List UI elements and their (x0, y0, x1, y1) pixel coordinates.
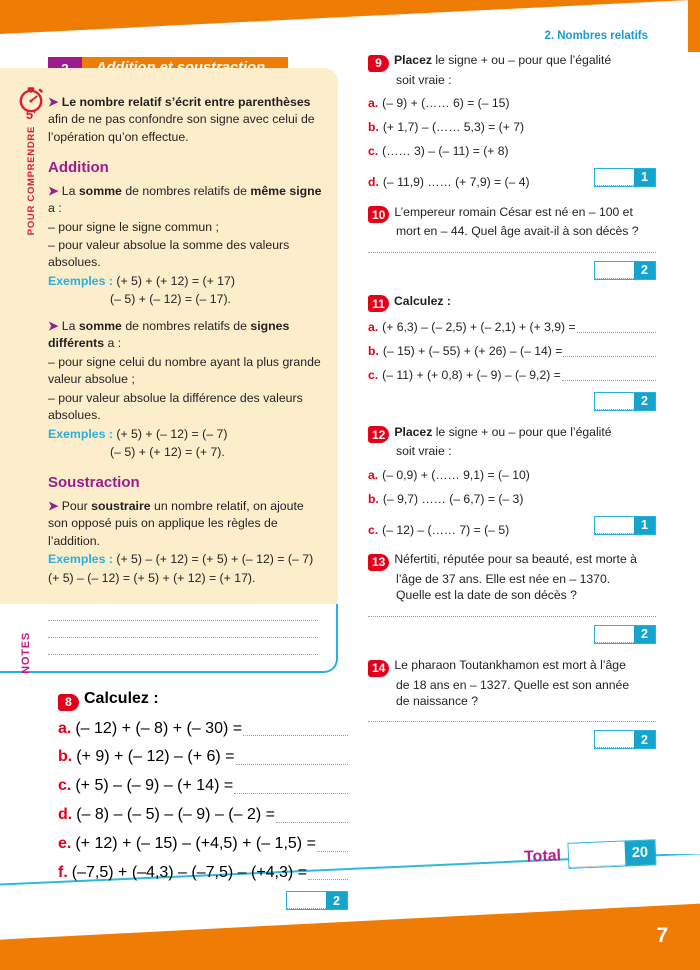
addition-heading: Addition (48, 159, 109, 177)
exercise-13-text-line-1: Néfertiti, réputée pour sa beauté, est morte à (394, 552, 637, 567)
lesson-column (0, 57, 345, 673)
item-text: (+ 6,3) – (– 2,5) + (– 2,1) + (+ 3,9) = (382, 320, 576, 335)
item-text: (–7,5) + (–4,3) – (–7,5) – (+4,3) = (71, 863, 308, 881)
score-blank[interactable] (595, 169, 634, 186)
item-text: (– 12) – (…… 7) = (– 5) (382, 522, 510, 537)
rule2-example-1: (+ 5) + (– 12) = (– 7) (112, 426, 228, 441)
exercise-item-with-score[interactable] (368, 168, 656, 191)
item-letter: b. (368, 491, 379, 506)
exercise-8-header (58, 688, 348, 711)
rule2-line-2: – pour valeur absolue la différence des valeurs absolues. (48, 390, 303, 423)
score-row (58, 891, 348, 910)
exercise-12-prompt-rest: le signe + ou – pour que l’égalité (432, 424, 612, 439)
intro-rest: afin de ne pas confondre son signe avec celui de l’opération qu’on effectue. (48, 112, 315, 144)
exercise-item[interactable] (368, 320, 656, 336)
addition-rule-2 (48, 318, 324, 353)
sous-rule-bold: soustraire (91, 498, 151, 513)
item-letter: d. (58, 805, 73, 823)
exercise-11-prompt: Calculez : (394, 293, 451, 308)
score-max: 2 (634, 626, 655, 643)
answer-blank[interactable] (234, 793, 348, 794)
rule2-post: a : (104, 336, 122, 351)
answer-blank[interactable] (577, 332, 656, 333)
exercise-item[interactable] (58, 834, 348, 855)
score-blank[interactable] (595, 731, 634, 748)
exercise-14-text-line-1: Le pharaon Toutankhamon est mort à l’âge (394, 657, 626, 672)
score-row (368, 625, 656, 644)
rule2-pre: La (61, 318, 79, 333)
notes-label: NOTES (20, 632, 32, 674)
exercise-item[interactable] (368, 492, 656, 508)
item-text: (– 12) + (– 8) + (– 30) = (75, 719, 243, 737)
score-row (368, 392, 656, 411)
answer-blank[interactable] (276, 822, 348, 823)
sous-example-1: (+ 5) – (+ 12) = (+ 5) + (– 12) = (– 7) (112, 552, 314, 567)
item-letter: a. (58, 719, 72, 737)
rule1-mid: de nombres relatifs de (121, 183, 251, 198)
sous-example-2: (+ 5) – (– 12) = (+ 5) + (+ 12) = (+ 17). (48, 570, 256, 585)
item-letter: e. (58, 834, 72, 852)
score-box[interactable] (594, 730, 656, 749)
answer-blank[interactable] (562, 380, 656, 381)
rule1-line-2: – pour valeur absolue la somme des valeurs absolues. (48, 238, 290, 270)
exercise-10-text-line-2: mort en – 44. Quel âge avait-il à son décès ? (396, 224, 639, 239)
rule1-line-1: – pour signe le signe commun ; (48, 219, 219, 234)
exercise-14 (368, 657, 656, 750)
page-number: 7 (656, 924, 668, 947)
notes-area[interactable] (0, 604, 338, 673)
score-row (368, 730, 656, 749)
item-letter: c. (368, 522, 379, 537)
total-box[interactable] (567, 839, 656, 869)
score-blank[interactable] (287, 892, 326, 909)
score-max: 2 (634, 262, 655, 279)
rule2-bold-2: signes différents (48, 318, 290, 351)
exercise-10 (368, 204, 656, 280)
exercise-9-header (368, 52, 656, 88)
total-blank[interactable] (569, 842, 626, 868)
item-letter: d. (368, 174, 379, 189)
exercise-14-header (368, 657, 656, 710)
item-text: (+ 1,7) – (…… 5,3) = (+ 7) (382, 119, 525, 134)
score-max: 2 (634, 731, 655, 748)
answer-write-line[interactable] (368, 252, 656, 253)
exercise-number-badge: 10 (368, 206, 389, 223)
lesson-side-rail (14, 86, 48, 235)
total-max: 20 (624, 840, 655, 865)
bullet-arrow-icon: ➤ (48, 498, 59, 513)
answer-blank[interactable] (563, 356, 656, 357)
examples-label: Exemples : (48, 273, 113, 288)
score-blank[interactable] (595, 393, 634, 410)
item-letter: b. (368, 344, 379, 359)
item-text: (– 0,9) + (…… 9,1) = (– 10) (382, 467, 530, 482)
exercise-number-badge: 12 (368, 426, 389, 443)
exercise-item[interactable] (368, 368, 656, 384)
exercise-9-prompt-bold: Placez (394, 53, 432, 67)
score-row (368, 261, 656, 280)
item-letter: a. (368, 467, 379, 482)
item-text: (– 8) – (– 5) – (– 9) – (– 2) = (76, 805, 275, 823)
answer-blank[interactable] (317, 851, 348, 852)
notes-write-line[interactable] (48, 637, 318, 638)
notes-write-line[interactable] (48, 620, 318, 621)
bullet-arrow-icon: ➤ (48, 95, 59, 109)
exercise-item[interactable] (58, 805, 348, 826)
running-head: 2. Nombres relatifs (544, 30, 648, 42)
rule1-example-1: (+ 5) + (+ 12) = (+ 17) (112, 273, 235, 288)
bullet-arrow-icon: ➤ (48, 318, 59, 333)
exercise-12-header (368, 424, 656, 460)
exercise-8-prompt: Calculez : (84, 690, 159, 707)
score-max: 1 (634, 517, 655, 534)
lesson-body (48, 94, 324, 587)
exercise-item[interactable] (58, 747, 348, 768)
exercise-10-text-line-1: L’empereur romain César est né en – 100 et (394, 204, 633, 219)
item-text: (– 11) + (+ 0,8) + (– 9) – (– 9,2) = (382, 367, 561, 382)
answer-blank[interactable] (236, 764, 348, 765)
score-box[interactable] (594, 516, 656, 535)
exercise-item[interactable] (58, 863, 348, 884)
rule1-bold-2: même signe (250, 183, 322, 198)
examples-label: Exemples : (48, 552, 113, 567)
addition-rule-1 (48, 183, 324, 218)
exercise-12-prompt-bold: Placez (394, 424, 433, 439)
sous-rule-pre: Pour (61, 498, 92, 513)
score-box[interactable] (594, 168, 656, 187)
exercise-12-prompt-cont: soit vraie : (396, 444, 452, 459)
rule2-bold-1: somme (78, 318, 122, 333)
total-label: Total (523, 847, 562, 866)
score-blank[interactable] (595, 262, 634, 279)
exercise-13-text-line-2: l’âge de 37 ans. Elle est née en – 1370. (396, 571, 611, 586)
exercise-item-with-score[interactable] (368, 516, 656, 539)
item-text: (– 11,9) …… (+ 7,9) = (– 4) (382, 174, 530, 189)
exercise-number-badge: 8 (58, 694, 79, 711)
score-max: 2 (326, 892, 347, 909)
rule1-bold-1: somme (78, 183, 122, 198)
soustraction-heading: Soustraction (48, 474, 140, 492)
lesson-intro (48, 94, 324, 146)
exercise-item[interactable] (368, 468, 656, 484)
item-letter: b. (368, 119, 379, 134)
rule2-line-1: – pour signe celui du nombre ayant la plus grande valeur absolue ; (48, 354, 321, 387)
rule1-examples (48, 273, 324, 290)
stopwatch-icon (16, 86, 46, 120)
exercise-item[interactable] (368, 144, 656, 160)
answer-write-line[interactable] (368, 616, 656, 617)
sous-rule-post: un nombre relatif, on ajoute son opposé puis on applique les règles de l’addition. (48, 498, 304, 548)
item-text: (+ 9) + (– 12) – (+ 6) = (76, 748, 235, 766)
exercise-number-badge: 9 (368, 55, 389, 72)
exercise-number-badge: 14 (368, 660, 389, 677)
item-text: (…… 3) – (– 11) = (+ 8) (382, 143, 509, 158)
rule2-examples (48, 426, 324, 443)
item-letter: a. (368, 320, 379, 335)
item-letter: b. (58, 748, 73, 766)
exercise-8 (58, 688, 348, 910)
item-letter: c. (368, 143, 379, 158)
exercise-12 (368, 424, 656, 539)
item-text: (– 15) + (– 55) + (+ 26) – (– 14) = (382, 344, 563, 359)
item-letter: f. (58, 863, 68, 881)
answer-blank[interactable] (243, 735, 348, 736)
item-text: (+ 12) + (– 15) – (+4,5) + (– 1,5) = (75, 834, 316, 852)
notes-write-line[interactable] (48, 654, 318, 655)
exercise-9-prompt-cont: soit vraie : (396, 72, 452, 87)
answer-blank[interactable] (308, 879, 348, 880)
rule1-post: a : (48, 201, 62, 216)
score-max: 1 (634, 169, 655, 186)
item-letter: c. (58, 777, 72, 795)
exercise-number-badge: 11 (368, 295, 389, 312)
exercise-13 (368, 551, 656, 644)
score-blank[interactable] (595, 517, 634, 534)
exercise-number-badge: 13 (368, 554, 389, 571)
timer-value: 5' (25, 107, 37, 120)
answer-write-line[interactable] (368, 721, 656, 722)
rail-label: POUR COMPRENDRE (25, 126, 37, 236)
bullet-arrow-icon: ➤ (48, 183, 59, 198)
top-orange-wedge (0, 0, 690, 34)
exercise-13-text-line-3: Quelle est la date de son décès ? (396, 588, 577, 603)
score-box[interactable] (594, 392, 656, 411)
right-orange-strip (688, 0, 700, 52)
score-box[interactable] (594, 261, 656, 280)
exercise-10-header (368, 204, 656, 240)
rule2-mid: de nombres relatifs de (121, 318, 251, 333)
item-text: (+ 5) – (– 9) – (+ 14) = (75, 777, 234, 795)
rule1-example-2: (– 5) + (– 12) = (– 17). (110, 292, 231, 307)
exercise-13-header (368, 551, 656, 604)
rule1-pre: La (61, 183, 79, 198)
item-letter: a. (368, 96, 379, 111)
exercise-9-prompt-rest: le signe + ou – pour que l’égalité (431, 53, 612, 67)
exercise-11-header (368, 293, 656, 313)
exercise-14-text-line-2: de 18 ans en – 1327. Quelle est son année (396, 677, 630, 692)
total-row (523, 839, 656, 871)
rule2-example-2: (– 5) + (+ 12) = (+ 7). (110, 445, 225, 459)
exercise-14-text-line-3: de naissance ? (396, 693, 478, 708)
score-blank[interactable] (595, 626, 634, 643)
item-text: (– 9,7) …… (– 6,7) = (– 3) (382, 491, 524, 506)
score-max: 2 (634, 393, 655, 410)
item-letter: c. (368, 367, 379, 382)
exercise-item[interactable] (58, 776, 348, 797)
exercise-9 (368, 52, 656, 191)
intro-bold: Le nombre relatif s’écrit entre parenthèses (61, 95, 311, 109)
examples-label: Exemples : (48, 426, 113, 441)
exercise-item[interactable] (368, 96, 656, 112)
score-box[interactable] (594, 625, 656, 644)
lesson-card (0, 68, 338, 604)
exercise-item[interactable] (368, 344, 656, 360)
exercise-11 (368, 293, 656, 411)
item-text: (– 9) + (…… 6) = (– 15) (382, 96, 510, 111)
score-box[interactable] (286, 891, 348, 910)
exercise-column (368, 52, 656, 762)
soustraction-rule (48, 498, 324, 550)
exercise-item[interactable] (58, 719, 348, 740)
exercise-item[interactable] (368, 120, 656, 136)
soustraction-examples (48, 551, 324, 568)
